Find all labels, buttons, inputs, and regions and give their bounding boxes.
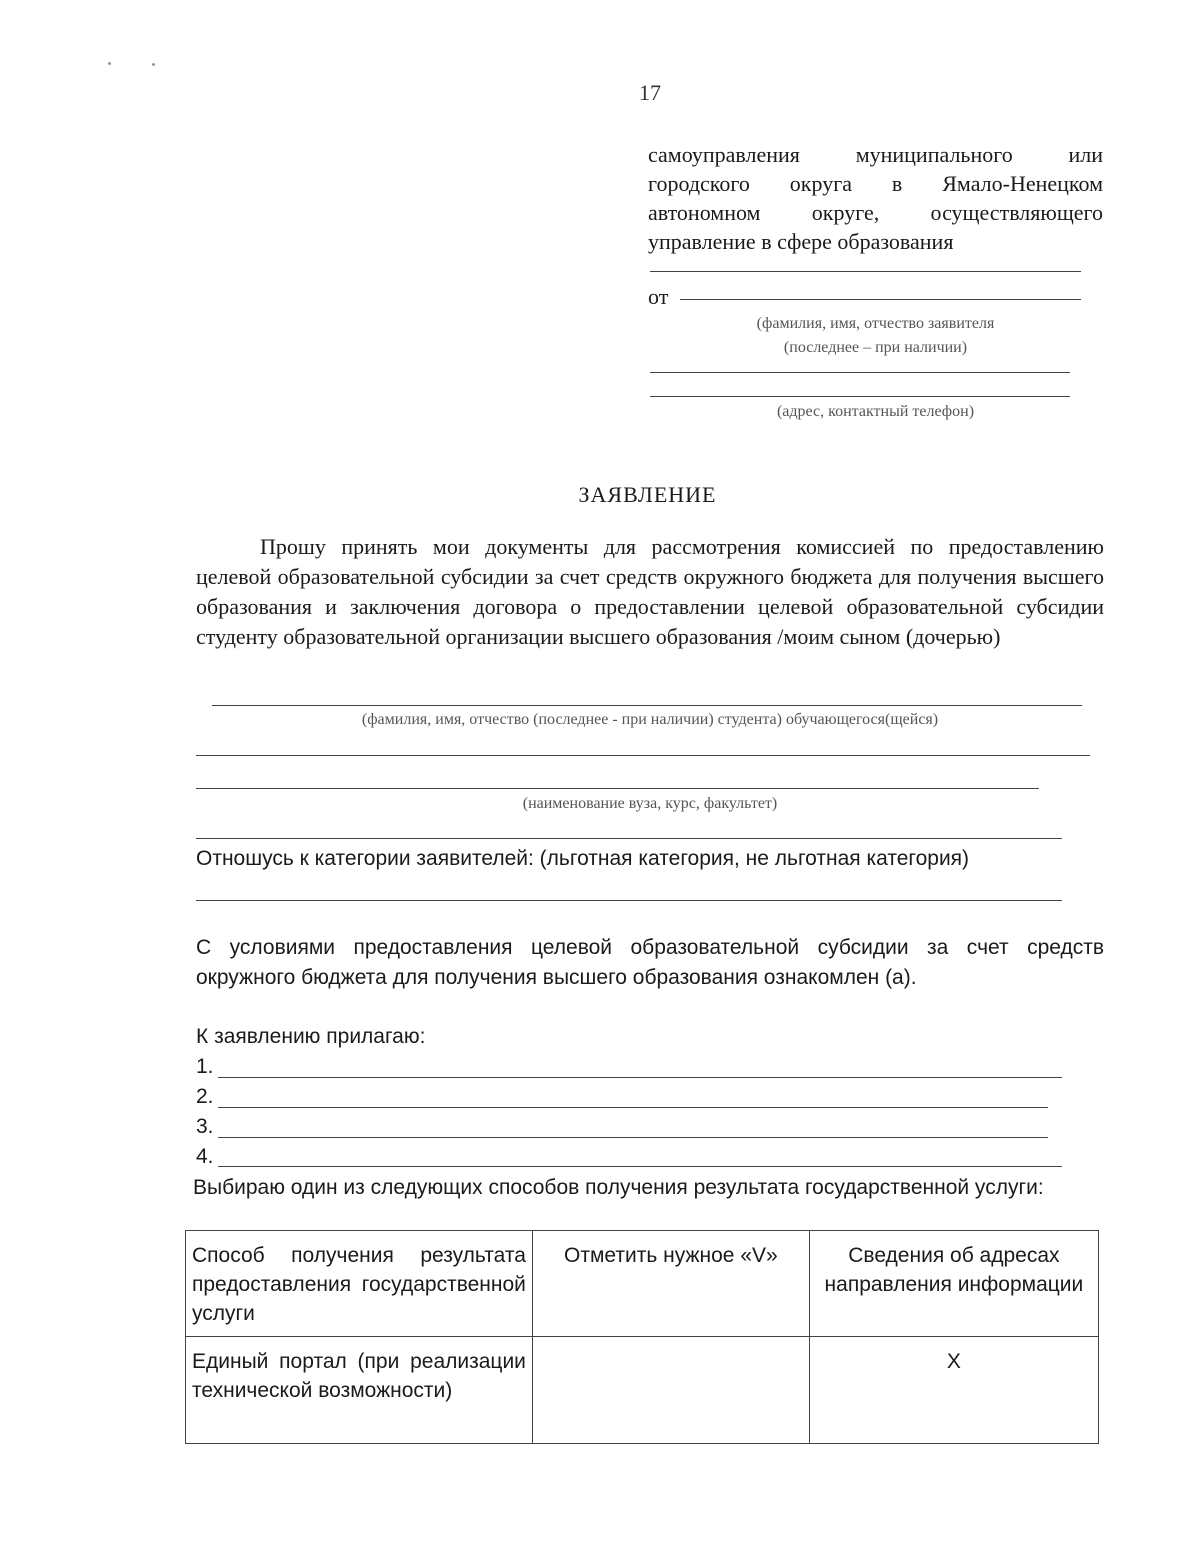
recipient-block — [648, 140, 1103, 256]
choose-method-text: Выбираю один из следующих способов получения результата государственной услуги: — [193, 1176, 1044, 1199]
recipient-line: управление в сфере образования — [648, 229, 954, 254]
address-hint: (адрес, контактный телефон) — [776, 403, 975, 420]
attachment-number: 3. — [196, 1115, 214, 1138]
attachment-blank[interactable] — [218, 1077, 1062, 1078]
category-text: Отношусь к категории заявителей: (льготная категория, не льготная категория) — [196, 847, 970, 870]
attachment-number: 4. — [196, 1145, 214, 1168]
from-label: от — [648, 284, 669, 309]
attachment-blank[interactable] — [218, 1166, 1062, 1167]
vuz-blank[interactable] — [196, 788, 1039, 789]
scan-speck — [108, 62, 111, 65]
applicant-phone-blank[interactable] — [650, 396, 1070, 397]
attachment-blank[interactable] — [218, 1107, 1048, 1108]
conditions-paragraph: С условиями предоставления целевой образовательной субсидии за счет средств окружного бюджета для получения высшего образования ознакомлен (а). — [196, 936, 1104, 989]
table-header-row — [186, 1231, 1099, 1337]
header-mark: Отметить нужное «V» — [532, 1231, 809, 1337]
category-blank[interactable] — [196, 900, 1062, 901]
recipient-line: самоуправления муниципального или — [648, 142, 1103, 167]
student-hint: (фамилия, имя, отчество (последнее - при наличии) студента) обучающегося(щейся) — [361, 711, 939, 728]
address-info-cell: X — [809, 1337, 1098, 1444]
applicant-name-blank[interactable] — [680, 299, 1081, 300]
table-row — [186, 1337, 1099, 1444]
recipient-line: автономном округе, осуществляющего — [648, 200, 1103, 225]
request-paragraph: Прошу принять мои документы для рассмотрения комиссией по предоставлению целевой образовательной субсидии за счет средств окружного бюджета для получения высшего образования и заключения договора о предоставлении целевой образовательной субсидии студенту образовательной организации высшего образования /моим сыном (дочерью) — [196, 534, 1104, 649]
applicant-address-blank[interactable] — [650, 372, 1070, 373]
header-method: Способ получения результата предоставления государственной услуги — [186, 1231, 533, 1337]
method-cell: Единый портал (при реализации технической возможности) — [186, 1337, 533, 1444]
page-number: 17 — [639, 80, 661, 105]
attachment-number: 1. — [196, 1055, 214, 1078]
document-title: ЗАЯВЛЕНИЕ — [578, 482, 717, 507]
attachments-label: К заявлению прилагаю: — [196, 1025, 426, 1048]
header-address-info: Сведения об адресах направления информации — [809, 1231, 1098, 1337]
vuz-extra-blank[interactable] — [196, 838, 1062, 839]
student-info-blank[interactable] — [196, 755, 1090, 756]
scan-speck — [152, 63, 155, 66]
student-name-blank[interactable] — [212, 705, 1082, 706]
hint-line: (последнее – при наличии) — [783, 339, 968, 356]
recipient-line: городского округа в Ямало-Ненецком — [648, 171, 1103, 196]
mark-cell[interactable] — [532, 1337, 809, 1444]
attachment-blank[interactable] — [218, 1137, 1048, 1138]
recipient-blank-line[interactable] — [650, 271, 1081, 272]
hint-line: (фамилия, имя, отчество заявителя — [756, 315, 995, 332]
applicant-name-hint — [648, 312, 1103, 360]
attachment-number: 2. — [196, 1085, 214, 1108]
vuz-hint: (наименование вуза, курс, факультет) — [522, 795, 778, 812]
result-method-table — [185, 1230, 1099, 1444]
